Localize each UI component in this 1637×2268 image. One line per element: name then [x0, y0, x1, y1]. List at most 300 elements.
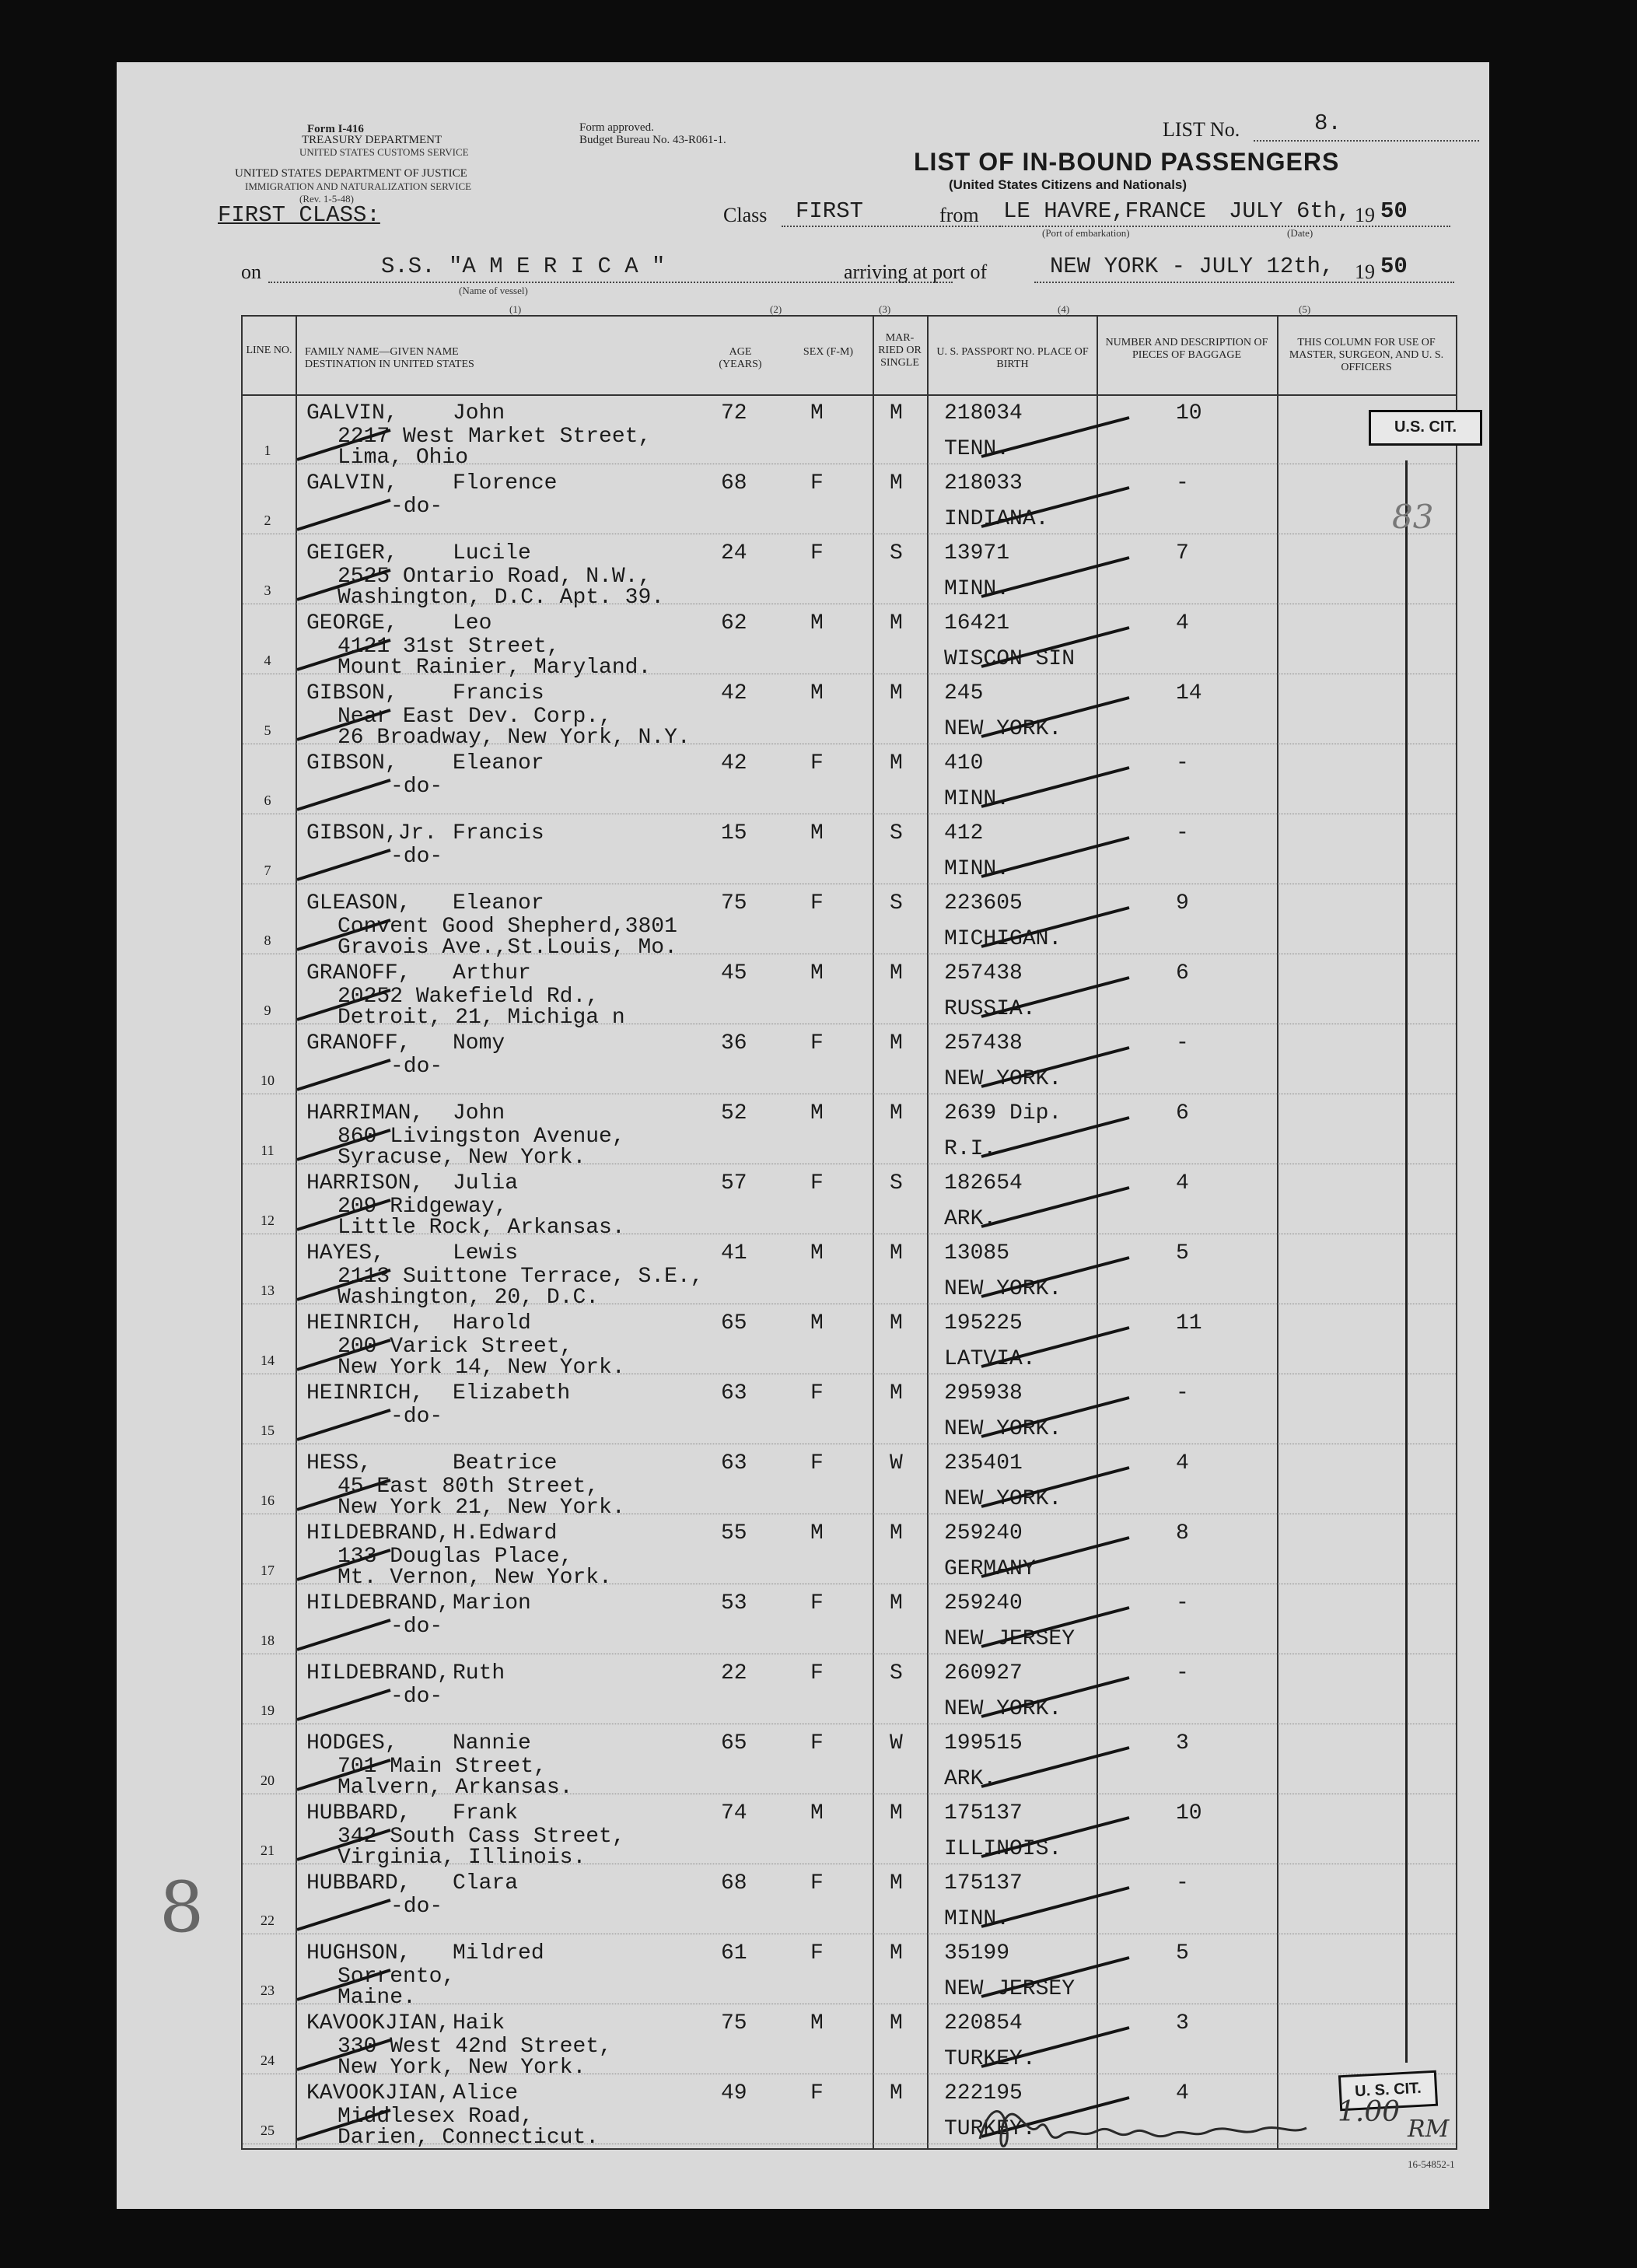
passenger-given-name: Harold	[453, 1311, 531, 1335]
baggage-count: -	[1176, 1381, 1189, 1405]
table-row	[243, 464, 1456, 534]
place-of-birth: ILLINOIS.	[944, 1837, 1062, 1861]
arriving-line	[1034, 282, 1454, 283]
header-officers: THIS COLUMN FOR USE OF MASTER, SURGEON, AND U. S. OFFICERS	[1289, 337, 1444, 373]
destination-line-2: Detroit, 21, Michiga n	[338, 1006, 625, 1030]
passenger-sex: M	[810, 1521, 824, 1545]
passenger-family-name: HILDEBRAND,	[306, 1591, 450, 1615]
marital-status: S	[890, 1661, 903, 1685]
line-number: 18	[261, 1633, 275, 1648]
passenger-family-name: GRANOFF,	[306, 961, 411, 985]
destination-line-1: 330 West 42nd Street,	[338, 2035, 612, 2059]
passenger-family-name: GIBSON,	[306, 681, 398, 705]
baggage-count: 7	[1176, 541, 1189, 565]
destination-line-1: -do-	[390, 1615, 443, 1639]
line-number: 3	[264, 583, 271, 598]
baggage-count: -	[1176, 1871, 1189, 1895]
passenger-sex: M	[810, 611, 824, 635]
passenger-age: 42	[721, 751, 747, 775]
marital-status: M	[890, 471, 903, 495]
passenger-given-name: Julia	[453, 1171, 519, 1195]
passenger-family-name: HUGHSON,	[306, 1941, 411, 1965]
marital-status: M	[890, 961, 903, 985]
destination-line-1: 209 Ridgeway,	[338, 1195, 508, 1219]
line-number: 13	[261, 1283, 275, 1298]
destination-line-1: -do-	[390, 1405, 443, 1429]
passenger-given-name: Nannie	[453, 1731, 531, 1755]
baggage-count: 4	[1176, 611, 1189, 635]
table-row	[243, 1024, 1456, 1094]
from-label: from	[939, 204, 979, 226]
line-number: 17	[261, 1563, 275, 1578]
passport-number: 223605	[944, 891, 1023, 915]
passenger-age: 45	[721, 961, 747, 985]
marital-status: M	[890, 1521, 903, 1545]
passenger-age: 75	[721, 891, 747, 915]
customs-service: UNITED STATES CUSTOMS SERVICE	[299, 146, 469, 158]
destination-line-2: Washington, D.C. Apt. 39.	[338, 586, 665, 610]
passport-number: 182654	[944, 1171, 1023, 1195]
list-no-value: 8.	[1314, 110, 1341, 136]
line-number: 10	[261, 1073, 275, 1088]
passenger-given-name: Arthur	[453, 961, 531, 985]
passenger-sex: F	[810, 751, 824, 775]
baggage-count: 10	[1176, 401, 1202, 425]
passport-number: 199515	[944, 1731, 1023, 1755]
passenger-age: 68	[721, 1871, 747, 1895]
destination-line-1: 4121 31st Street,	[338, 635, 560, 659]
line-number: 8	[264, 933, 271, 948]
passenger-sex: M	[810, 1241, 824, 1265]
passenger-rows	[243, 394, 1456, 2148]
passport-number: 218033	[944, 471, 1023, 495]
passenger-family-name: GIBSON,	[306, 751, 398, 775]
handwritten-page-number: 83	[1392, 498, 1434, 536]
handwritten-margin-mark: 8	[159, 1867, 205, 1948]
line-number: 14	[261, 1353, 275, 1368]
place-of-birth: TURKEY.	[944, 2117, 1036, 2141]
place-of-birth: INDIANA.	[944, 507, 1049, 531]
passenger-given-name: Francis	[453, 821, 544, 845]
passenger-given-name: Elizabeth	[453, 1381, 571, 1405]
passenger-age: 49	[721, 2081, 747, 2105]
destination-line-2: Syracuse, New York.	[338, 1146, 586, 1170]
handwritten-fee: 1.00	[1338, 2096, 1401, 2128]
col-num-1: (1)	[509, 303, 522, 315]
line-number: 6	[264, 793, 271, 808]
passport-number: 257438	[944, 1031, 1023, 1055]
destination-line-1: 45 East 80th Street,	[338, 1475, 600, 1499]
destination-line-1: -do-	[390, 1895, 443, 1919]
passenger-age: 74	[721, 1801, 747, 1825]
destination-line-1: 20252 Wakefield Rd.,	[338, 985, 600, 1009]
passenger-family-name: GALVIN,	[306, 401, 398, 425]
place-of-birth: MINN.	[944, 787, 1010, 811]
passenger-age: 75	[721, 2011, 747, 2035]
marital-status: M	[890, 1311, 903, 1335]
place-of-birth: TENN.	[944, 437, 1010, 461]
passenger-family-name: GALVIN,	[306, 471, 398, 495]
passport-number: 412	[944, 821, 984, 845]
passenger-sex: F	[810, 541, 824, 565]
header-baggage: NUMBER AND DESCRIPTION OF PIECES OF BAGGAGE	[1105, 337, 1268, 361]
passenger-family-name: HILDEBRAND,	[306, 1661, 450, 1685]
marital-status: W	[890, 1451, 903, 1475]
passenger-age: 65	[721, 1731, 747, 1755]
passport-number: 235401	[944, 1451, 1023, 1475]
destination-line-1: 701 Main Street,	[338, 1755, 547, 1779]
table-row	[243, 534, 1456, 610]
from-port: LE HAVRE,FRANCE	[1003, 198, 1207, 224]
baggage-count: -	[1176, 1031, 1189, 1055]
passenger-family-name: HUBBARD,	[306, 1801, 411, 1825]
line-number: 12	[261, 1213, 275, 1228]
passport-number: 259240	[944, 1521, 1023, 1545]
place-of-birth: NEW YORK.	[944, 1697, 1062, 1721]
passenger-age: 53	[721, 1591, 747, 1615]
passport-number: 259240	[944, 1591, 1023, 1615]
place-of-birth: MINN.	[944, 857, 1010, 881]
place-of-birth: GERMANY	[944, 1557, 1036, 1581]
table-row	[243, 1654, 1456, 1724]
passenger-family-name: GRANOFF,	[306, 1031, 411, 1055]
passenger-sex: M	[810, 1801, 824, 1825]
marital-status: M	[890, 1031, 903, 1055]
page-title: LIST OF IN-BOUND PASSENGERS	[914, 148, 1340, 176]
line-number: 25	[261, 2123, 275, 2138]
passport-number: 410	[944, 751, 984, 775]
passport-number: 220854	[944, 2011, 1023, 2035]
destination-line-1: -do-	[390, 1685, 443, 1709]
baggage-count: -	[1176, 821, 1189, 845]
passenger-sex: F	[810, 1381, 824, 1405]
passenger-family-name: KAVOOKJIAN,	[306, 2011, 450, 2035]
passport-number: 257438	[944, 961, 1023, 985]
passenger-given-name: Marion	[453, 1591, 531, 1615]
date-label: (Date)	[1287, 227, 1313, 239]
destination-line-1: Sorrento,	[338, 1965, 456, 1989]
baggage-count: 10	[1176, 1801, 1202, 1825]
first-class-heading: FIRST CLASS:	[218, 202, 380, 228]
dept-of-justice: UNITED STATES DEPARTMENT OF JUSTICE	[235, 167, 467, 180]
col-num-2: (2)	[770, 303, 782, 315]
passenger-age: 41	[721, 1241, 747, 1265]
passenger-given-name: Alice	[453, 2081, 519, 2105]
passenger-given-name: Lucile	[453, 541, 531, 565]
line-number: 23	[261, 1983, 275, 1998]
destination-line-2: Little Rock, Arkansas.	[338, 1216, 625, 1240]
place-of-birth: NEW YORK.	[944, 1277, 1062, 1301]
passenger-given-name: Eleanor	[453, 751, 544, 775]
place-of-birth: NEW JERSEY	[944, 1977, 1076, 2001]
passenger-given-name: Mildred	[453, 1941, 544, 1965]
destination-line-1: -do-	[390, 775, 443, 799]
passenger-sex: F	[810, 1661, 824, 1685]
line-number: 19	[261, 1703, 275, 1718]
passenger-given-name: Nomy	[453, 1031, 505, 1055]
manifest-page	[117, 62, 1489, 2209]
handwritten-initials: RM	[1408, 2116, 1450, 2143]
class-line	[782, 226, 1030, 227]
passenger-sex: F	[810, 1591, 824, 1615]
line-number: 2	[264, 513, 271, 528]
passenger-age: 72	[721, 401, 747, 425]
passenger-age: 24	[721, 541, 747, 565]
col-num-5: (5)	[1299, 303, 1311, 315]
table-row	[243, 814, 1456, 884]
destination-line-2: Darien, Connecticut.	[338, 2126, 600, 2150]
passenger-sex: M	[810, 681, 824, 705]
destination-line-1: 133 Douglas Place,	[338, 1545, 573, 1569]
passenger-given-name: Florence	[453, 471, 558, 495]
marital-status: M	[890, 611, 903, 635]
class-value: FIRST	[796, 198, 864, 224]
passenger-age: 22	[721, 1661, 747, 1685]
destination-line-1: Convent Good Shepherd,3801	[338, 915, 677, 939]
col-num-4: (4)	[1058, 303, 1070, 315]
passenger-family-name: HEINRICH,	[306, 1381, 425, 1405]
passenger-sex: F	[810, 2081, 824, 2105]
passport-number: 260927	[944, 1661, 1023, 1685]
marital-status: S	[890, 541, 903, 565]
marital-status: M	[890, 2081, 903, 2105]
table-row	[243, 954, 1456, 1030]
treasury-dept: TREASURY DEPARTMENT	[302, 134, 442, 146]
year-value: 50	[1380, 198, 1408, 224]
passenger-age: 42	[721, 681, 747, 705]
destination-line-2: Malvern, Arkansas.	[338, 1776, 573, 1800]
passenger-family-name: HODGES,	[306, 1731, 398, 1755]
passenger-given-name: Eleanor	[453, 891, 544, 915]
line-number: 22	[261, 1913, 275, 1928]
line-number: 7	[264, 863, 271, 878]
place-of-birth: R.I.	[944, 1137, 997, 1161]
passenger-family-name: HILDEBRAND,	[306, 1521, 450, 1545]
line-number: 9	[264, 1003, 271, 1018]
marital-status: M	[890, 1871, 903, 1895]
destination-line-2: New York 21, New York.	[338, 1496, 625, 1520]
destination-line-1: -do-	[390, 1055, 443, 1079]
table-row	[243, 2004, 1456, 2080]
place-of-birth: TURKEY.	[944, 2047, 1036, 2071]
table-row	[243, 1094, 1456, 1170]
passenger-age: 65	[721, 1311, 747, 1335]
table-row	[243, 884, 1456, 960]
vessel-label: (Name of vessel)	[459, 285, 528, 296]
baggage-count: 4	[1176, 2081, 1189, 2105]
passenger-age: 57	[721, 1171, 747, 1195]
table-row	[243, 1164, 1456, 1240]
passenger-given-name: Beatrice	[453, 1451, 558, 1475]
passenger-family-name: GEIGER,	[306, 541, 398, 565]
place-of-birth: MINN.	[944, 1907, 1010, 1931]
header-married: MAR-RIED OR SINGLE	[878, 332, 922, 369]
marital-status: W	[890, 1731, 903, 1755]
year-prefix: 19	[1355, 204, 1375, 226]
baggage-count: -	[1176, 1591, 1189, 1615]
destination-line-2: New York, New York.	[338, 2056, 586, 2080]
class-label: Class	[723, 204, 768, 226]
passenger-age: 15	[721, 821, 747, 845]
passenger-sex: F	[810, 1171, 824, 1195]
line-number: 5	[264, 723, 271, 738]
passenger-sex: M	[810, 401, 824, 425]
destination-line-2: Gravois Ave.,St.Louis, Mo.	[338, 936, 677, 960]
us-citizen-stamp-bottom: U. S. CIT.	[1338, 2070, 1438, 2112]
passport-number: 13085	[944, 1241, 1010, 1265]
destination-line-1: -do-	[390, 845, 443, 869]
passport-number: 35199	[944, 1941, 1010, 1965]
destination-line-1: Middlesex Road,	[338, 2105, 534, 2129]
year-prefix-2: 19	[1355, 261, 1375, 283]
destination-line-1: 860 Livingston Avenue,	[338, 1125, 625, 1149]
table-row	[243, 1934, 1456, 2010]
passport-number: 195225	[944, 1311, 1023, 1335]
table-row	[243, 1374, 1456, 1444]
passenger-family-name: GEORGE,	[306, 611, 398, 635]
place-of-birth: ARK.	[944, 1207, 997, 1231]
form-number: Form I-416	[307, 123, 364, 135]
baggage-count: 8	[1176, 1521, 1189, 1545]
from-date: JULY 6th,	[1229, 198, 1351, 224]
passenger-family-name: GLEASON,	[306, 891, 411, 915]
destination-line-1: 200 Varick Street,	[338, 1335, 573, 1359]
passenger-sex: F	[810, 1871, 824, 1895]
marital-status: S	[890, 1171, 903, 1195]
list-no-line	[1254, 140, 1479, 142]
marital-status: M	[890, 2011, 903, 2035]
budget-bureau: Budget Bureau No. 43-R061-1.	[579, 134, 726, 146]
passenger-age: 63	[721, 1381, 747, 1405]
place-of-birth: MICHIGAN.	[944, 927, 1062, 951]
baggage-count: 5	[1176, 1241, 1189, 1265]
baggage-count: 9	[1176, 891, 1189, 915]
form-footer-code: 16-54852-1	[1408, 2158, 1455, 2170]
marital-status: M	[890, 751, 903, 775]
passenger-sex: F	[810, 1941, 824, 1965]
officer-signature	[972, 2092, 1330, 2162]
header-passport: U. S. PASSPORT NO. PLACE OF BIRTH	[936, 346, 1089, 370]
passenger-given-name: Leo	[453, 611, 492, 635]
table-row	[243, 604, 1456, 680]
passport-number: 218034	[944, 401, 1023, 425]
passenger-age: 52	[721, 1101, 747, 1125]
passport-number: 295938	[944, 1381, 1023, 1405]
table-row	[243, 674, 1456, 750]
on-label: on	[241, 261, 261, 283]
destination-line-1: 2525 Ontario Road, N.W.,	[338, 565, 652, 589]
line-number: 24	[261, 2053, 275, 2068]
destination-line-2: New York 14, New York.	[338, 1356, 625, 1380]
passenger-sex: M	[810, 2011, 824, 2035]
baggage-count: -	[1176, 1661, 1189, 1685]
passenger-sex: F	[810, 1031, 824, 1055]
revision-date: (Rev. 1-5-48)	[299, 193, 354, 205]
passenger-given-name: Ruth	[453, 1661, 505, 1685]
passenger-given-name: Lewis	[453, 1241, 519, 1265]
passenger-table	[241, 315, 1457, 2150]
col-num-3: (3)	[879, 303, 891, 315]
destination-line-1: 2217 West Market Street,	[338, 425, 652, 449]
passport-number: 222195	[944, 2081, 1023, 2105]
immigration-service: IMMIGRATION AND NATURALIZATION SERVICE	[245, 180, 472, 192]
place-of-birth: NEW YORK.	[944, 1487, 1062, 1511]
passenger-age: 36	[721, 1031, 747, 1055]
place-of-birth: WISCON SIN	[944, 647, 1076, 671]
destination-line-1: -do-	[390, 495, 443, 519]
passenger-given-name: John	[453, 401, 505, 425]
marital-status: S	[890, 821, 903, 845]
line-number: 4	[264, 653, 271, 668]
table-row	[243, 744, 1456, 814]
passenger-sex: M	[810, 961, 824, 985]
passenger-given-name: H.Edward	[453, 1521, 558, 1545]
passenger-given-name: Haik	[453, 2011, 505, 2035]
passenger-family-name: HARRISON,	[306, 1171, 425, 1195]
destination-line-2: Maine.	[338, 1986, 416, 2010]
destination-line-1: 2113 Suittone Terrace, S.E.,	[338, 1265, 704, 1289]
destination-line-2: 26 Broadway, New York, N.Y.	[338, 726, 691, 750]
marital-status: M	[890, 1801, 903, 1825]
baggage-count: 11	[1176, 1311, 1202, 1335]
marital-status: M	[890, 681, 903, 705]
destination-line-2: Mt. Vernon, New York.	[338, 1566, 612, 1590]
passenger-sex: F	[810, 1731, 824, 1755]
passenger-age: 68	[721, 471, 747, 495]
line-number: 16	[261, 1493, 275, 1508]
baggage-count: 6	[1176, 961, 1189, 985]
passenger-age: 61	[721, 1941, 747, 1965]
place-of-birth: LATVIA.	[944, 1347, 1036, 1371]
arriving-port: NEW YORK - JULY 12th,	[1050, 254, 1334, 279]
destination-line-2: Lima, Ohio	[338, 446, 469, 470]
passport-number: 245	[944, 681, 984, 705]
arriving-label: arriving at port of	[844, 261, 988, 283]
marital-status: M	[890, 1591, 903, 1615]
table-row	[243, 1514, 1456, 1590]
passport-number: 175137	[944, 1871, 1023, 1895]
table-row	[243, 1304, 1456, 1380]
passenger-age: 55	[721, 1521, 747, 1545]
line-number: 1	[264, 443, 271, 458]
line-number: 20	[261, 1773, 275, 1788]
place-of-birth: NEW YORK.	[944, 1417, 1062, 1441]
table-row	[243, 394, 1456, 470]
destination-line-1: 342 South Cass Street,	[338, 1825, 625, 1849]
header-age: AGE (YEARS)	[719, 346, 762, 370]
header-sex: SEX (F-M)	[803, 346, 854, 358]
form-approved: Form approved.	[579, 121, 654, 134]
table-row	[243, 1864, 1456, 1934]
place-of-birth: NEW JERSEY	[944, 1627, 1076, 1651]
destination-line-2: Virginia, Illinois.	[338, 1846, 586, 1870]
passenger-given-name: Frank	[453, 1801, 519, 1825]
line-number: 21	[261, 1843, 275, 1858]
passenger-family-name: HARRIMAN,	[306, 1101, 425, 1125]
list-no-label: LIST No.	[1163, 118, 1240, 141]
baggage-count: -	[1176, 751, 1189, 775]
place-of-birth: RUSSIA.	[944, 997, 1036, 1021]
passenger-age: 62	[721, 611, 747, 635]
baggage-count: 6	[1176, 1101, 1189, 1125]
place-of-birth: ARK.	[944, 1767, 997, 1791]
place-of-birth: MINN.	[944, 577, 1010, 601]
baggage-count: 4	[1176, 1171, 1189, 1195]
passport-number: 16421	[944, 611, 1010, 635]
baggage-count: 4	[1176, 1451, 1189, 1475]
vessel-name: S.S. "A M E R I C A "	[381, 254, 666, 279]
passenger-family-name: HUBBARD,	[306, 1871, 411, 1895]
